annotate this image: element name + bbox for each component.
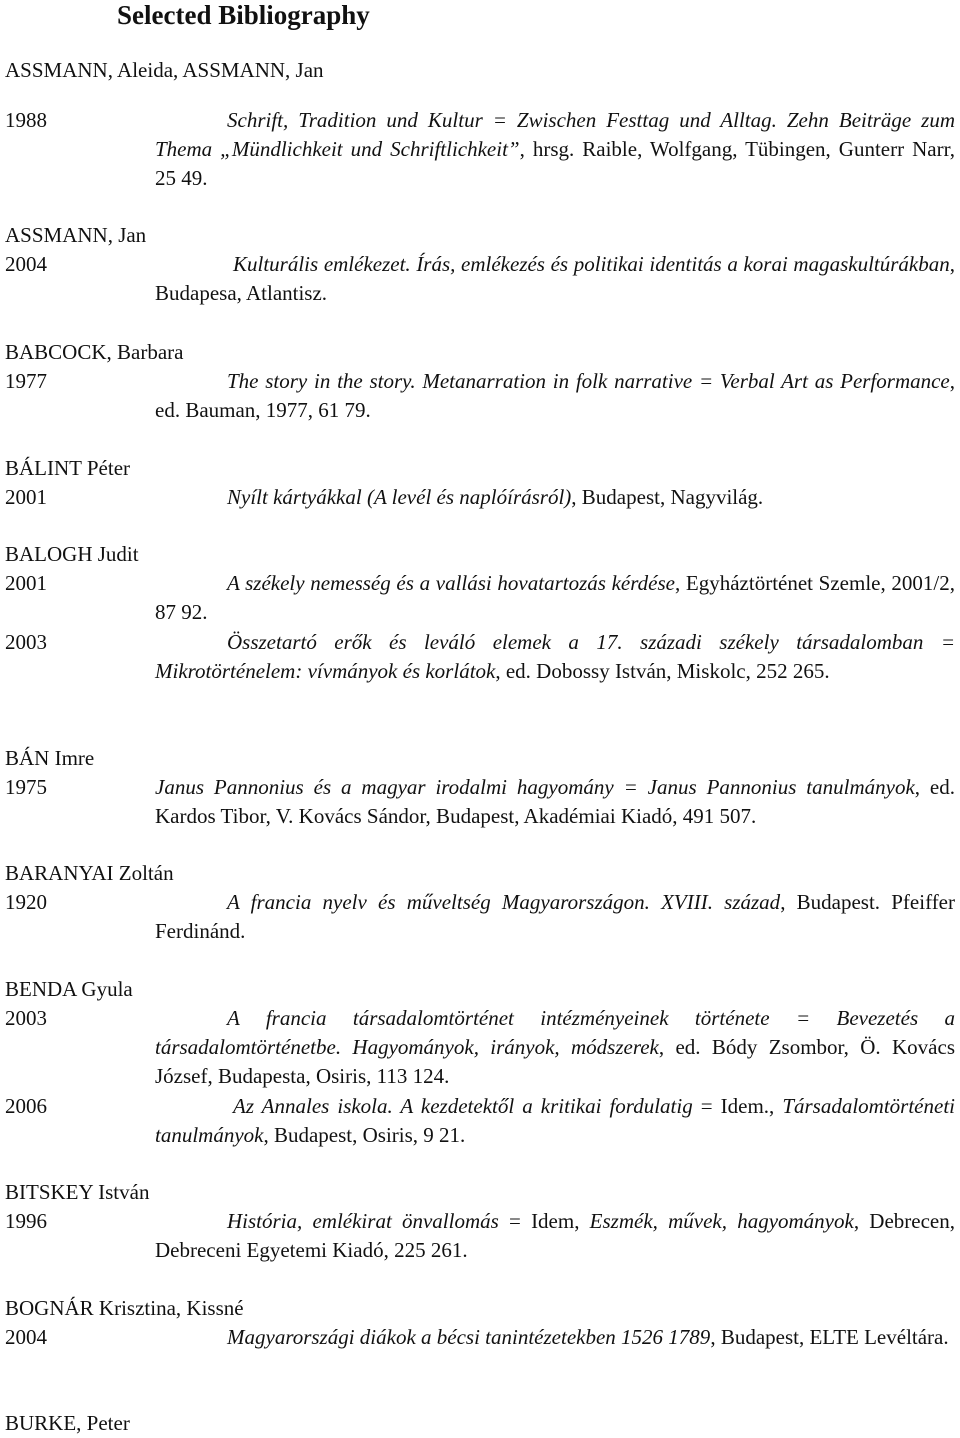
entry-year: 2001 (5, 571, 47, 595)
bibliography-entry (5, 569, 955, 627)
reference-details: , Budapest, ELTE Levéltára. (710, 1325, 949, 1349)
reference-title: The story in the story. Metanarration in folk narrative = Verbal Art as Performance (227, 369, 950, 393)
entry-year: 2004 (5, 252, 47, 276)
reference-title: Magyarországi diákok a bécsi tanintézetekben 1526 1789 (227, 1325, 711, 1349)
author-heading: BENDA Gyula (5, 977, 133, 1001)
entry-year: 2003 (5, 1006, 47, 1030)
reference-title: Nyílt kártyákkal (A levél és naplóírásról) (227, 485, 572, 509)
bibliography-entry (5, 773, 955, 831)
entry-year: 1996 (5, 1209, 47, 1233)
reference-title: Janus Pannonius és a magyar irodalmi hagyomány = Janus Pannonius tanulmányok (155, 775, 915, 799)
bibliography-entry (5, 250, 955, 308)
author-heading: BÁLINT Péter (5, 456, 131, 480)
bibliography-entry (5, 1004, 955, 1091)
reference-title: Schrift, Tradition und Kultur = Zwischen Festtag und Alltag. Zehn Beiträge zum Thema „Mündlichkeit und Schriftlichkeit” (155, 108, 955, 161)
entry-year: 1975 (5, 775, 47, 799)
entry-reference (155, 888, 955, 946)
reference-details: = Idem, (498, 1209, 590, 1233)
entry-year: 2001 (5, 485, 47, 509)
page-title: Selected Bibliography (117, 0, 370, 30)
entry-reference (155, 628, 955, 686)
entry-reference (155, 1323, 955, 1352)
entry-reference (155, 1207, 955, 1265)
reference-title: Összetartó erők és leváló elemek a 17. századi székely társadalomban = Mikrotörténelem: vívmányok és korlátok (155, 630, 955, 683)
author-heading: BITSKEY István (5, 1180, 150, 1204)
reference-details: , Budapest, Osiris, 9 21. (263, 1123, 466, 1147)
reference-details: , Budapesa, Atlantisz. (155, 252, 955, 305)
bibliography-entry (5, 1207, 955, 1265)
author-heading: BALOGH Judit (5, 542, 139, 566)
entry-reference (155, 367, 955, 425)
reference-details: , hrsg. Raible, Wolfgang, Tübingen, Gunterr Narr, 25 49. (155, 137, 955, 190)
entry-year: 2004 (5, 1325, 47, 1349)
author-heading: ASSMANN, Jan (5, 223, 147, 247)
entry-reference (155, 773, 955, 831)
entry-reference (155, 106, 955, 193)
entry-year: 2006 (5, 1094, 47, 1118)
author-heading: BARANYAI Zoltán (5, 861, 174, 885)
author-heading: BOGNÁR Krisztina, Kissné (5, 1296, 244, 1320)
bibliography-entry (5, 888, 955, 946)
entry-reference (155, 569, 955, 627)
reference-title: A székely nemesség és a vallási hovatartozás kérdése (227, 571, 675, 595)
reference-details: , ed. Bauman, 1977, 61 79. (155, 369, 955, 422)
reference-title: Az Annales iskola. A kezdetektől a kritikai fordulatig (233, 1094, 693, 1118)
reference-details: , Debrecen, Debreceni Egyetemi Kiadó, 225 261. (155, 1209, 955, 1262)
reference-details: = Idem., (692, 1094, 783, 1118)
reference-details: , ed. Kardos Tibor, V. Kovács Sándor, Budapest, Akadémiai Kiadó, 491 507. (155, 775, 955, 828)
bibliography-entry (5, 367, 955, 425)
reference-title: Társadalomtörténeti tanulmányok (155, 1094, 955, 1147)
reference-details: , ed. Bódy Zsombor, Ö. Kovács József, Budapesta, Osiris, 113 124. (155, 1035, 955, 1088)
author-heading: BÁN Imre (5, 746, 95, 770)
reference-details: , Budapest, Nagyvilág. (571, 485, 764, 509)
entry-year: 2003 (5, 630, 47, 654)
bibliography-entry (5, 1323, 955, 1352)
entry-reference (155, 1092, 955, 1150)
author-heading: BABCOCK, Barbara (5, 340, 184, 364)
reference-details: , Egyháztörténet Szemle, 2001/2, 87 92. (155, 571, 955, 624)
entry-reference (155, 1004, 955, 1091)
bibliography-entry (5, 628, 955, 686)
author-heading: BURKE, Peter (5, 1411, 130, 1435)
reference-title: Kulturális emlékezet. Írás, emlékezés és politikai identitás a korai magaskultúrákban (233, 252, 950, 276)
entry-year: 1988 (5, 108, 47, 132)
reference-title: A francia nyelv és műveltség Magyarországon. XVIII. század (227, 890, 781, 914)
reference-title: Eszmék, művek, hagyományok (589, 1209, 854, 1233)
reference-details: , ed. Dobossy István, Miskolc, 252 265. (495, 659, 830, 683)
reference-title: A francia társadalomtörténet intézményeinek története = Bevezetés a társadalomtörténetbe. Hagyományok, irányok, módszerek (155, 1006, 955, 1059)
entry-year: 1920 (5, 890, 47, 914)
author-heading: ASSMANN, Aleida, ASSMANN, Jan (5, 58, 324, 82)
bibliography-entry (5, 106, 955, 193)
entry-year: 1977 (5, 369, 47, 393)
bibliography-entry (5, 483, 955, 512)
bibliography-entry (5, 1092, 955, 1150)
entry-reference (155, 250, 955, 308)
entry-reference (155, 483, 955, 512)
reference-details: , Budapest. Pfeiffer Ferdinánd. (155, 890, 956, 943)
reference-title: História, emlékirat önvallomás (227, 1209, 499, 1233)
